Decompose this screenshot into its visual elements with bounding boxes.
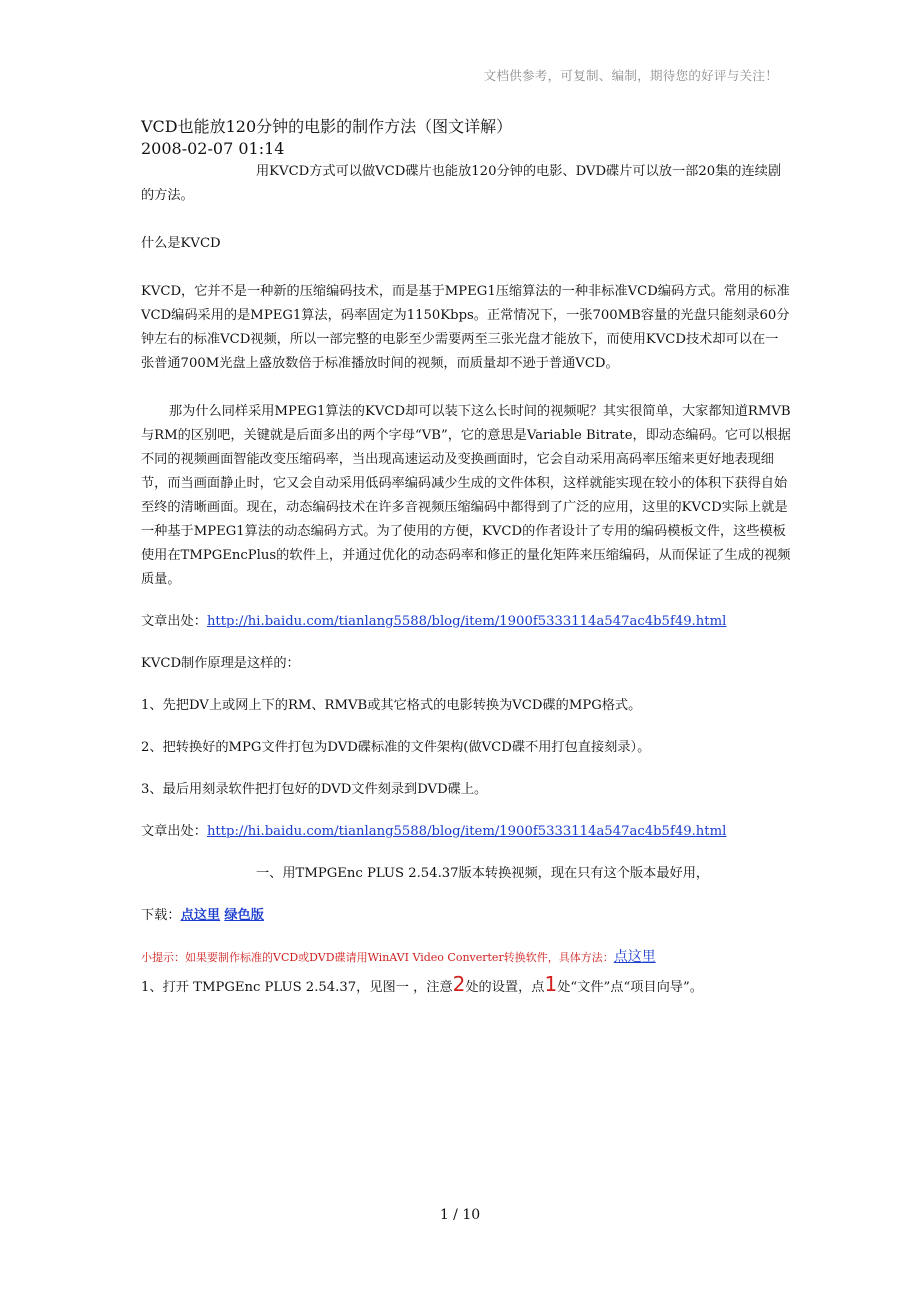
marker-2: 2: [452, 972, 466, 996]
source-line-1: [141, 610, 791, 634]
principle-heading: KVCD制作原理是这样的：: [141, 656, 300, 671]
document-body: [141, 116, 791, 1003]
source-link[interactable]: http://hi.baidu.com/tianlang5588/blog/item/1900f5333114a547ac4b5f49.html: [206, 614, 727, 629]
tip-link[interactable]: 点这里: [613, 949, 656, 965]
paragraph-kvcd-definition: KVCD，它并不是一种新的压缩编码技术，而是基于MPEG1压缩算法的一种非标准VCD编码方式。常用的标准VCD编码采用的是MPEG1算法，码率固定为1150Kbps。正常情况下，一张700MB容量的光盘只能刻录60分钟左右的标准VCD视频，所以一部完整的电影至少需要两至三张光盘才能放下，而使用KVCD技术却可以在一张普通700M光盘上盛放数倍于标准播放时间的视频，而质量却不逊于普通VCD。: [141, 284, 790, 371]
section-one-heading: 一、用TMPGEnc PLUS 2.54.37版本转换视频，现在只有这个版本最好用，: [256, 866, 710, 881]
tip-text: 小提示：如果要制作标准的VCD或DVD碟请用WinAVI Video Converter转换软件，具体方法：: [141, 951, 614, 964]
source-label: 文章出处：: [141, 824, 207, 839]
download-label: 下载：: [141, 908, 181, 923]
download-line: [141, 904, 791, 928]
download-link[interactable]: 点这里: [180, 908, 221, 923]
paragraph-vbr-explanation: 那为什么同样采用MPEG1算法的KVCD却可以装下这么长时间的视频呢？其实很简单，大家都知道RMVB与RM的区别吧，关键就是后面多出的两个字母“VB”，它的意思是Variable Bitrate，即动态编码。它可以根据不同的视频画面智能改变压缩码率，当出现高速运动及变换画面时，它会自动采用高码率压缩来更好地表现细节，而当画面静止时，它又会自动采用低码率编码减少生成的文件体积，这样就能实现在较小的体积下获得自始至终的清晰画面。现在，动态编码技术在许多音视频压缩编码中都得到了广泛的应用，这里的KVCD实际上就是一种基于MPEG1算法的动态编码方式。为了使用的方便，KVCD的作者设计了专用的编码模板文件，这些模板使用在TMPGEncPlus的软件上，并通过优化的动态码率和修正的量化矩阵来压缩编码，从而保证了生成的视频质量。: [141, 404, 791, 587]
header-note: 文档供参考，可复制、编制，期待您的好评与关注！: [483, 68, 778, 83]
step-item: 2、把转换好的MPG文件打包为DVD碟标准的文件架构(做VCD碟不用打包直接刻录）。: [141, 740, 651, 755]
page-number: 1 / 10: [439, 1207, 481, 1223]
step1-text: 1、打开 TMPGEnc PLUS 2.54.37，见图一 ，注意: [141, 980, 453, 995]
article-title: VCD也能放120分钟的电影的制作方法（图文详解）: [141, 117, 513, 136]
source-link[interactable]: http://hi.baidu.com/tianlang5588/blog/item/1900f5333114a547ac4b5f49.html: [206, 824, 727, 839]
intro-paragraph: 用KVCD方式可以做VCD碟片也能放120分钟的电影、DVD碟片可以放一部20集的连续剧的方法。: [141, 164, 782, 203]
step-item: 3、最后用刻录软件把打包好的DVD文件刻录到DVD碟上。: [141, 782, 488, 797]
source-line-2: [141, 820, 791, 844]
step1-paragraph: [141, 969, 791, 1003]
marker-1: 1: [544, 972, 558, 996]
step1-text: 处“文件”点“项目向导”。: [557, 980, 703, 995]
step1-text: 处的设置，点: [465, 980, 545, 995]
tip-line: [141, 946, 791, 969]
step-item: 1、先把DV上或网上下的RM、RMVB或其它格式的电影转换为VCD碟的MPG格式。: [141, 698, 642, 713]
article-date: 2008-02-07 01:14: [141, 139, 285, 158]
step1-block: [141, 969, 791, 1003]
question-heading: 什么是KVCD: [141, 236, 221, 251]
green-version-link[interactable]: 绿色版: [224, 908, 264, 923]
source-label: 文章出处：: [141, 614, 207, 629]
